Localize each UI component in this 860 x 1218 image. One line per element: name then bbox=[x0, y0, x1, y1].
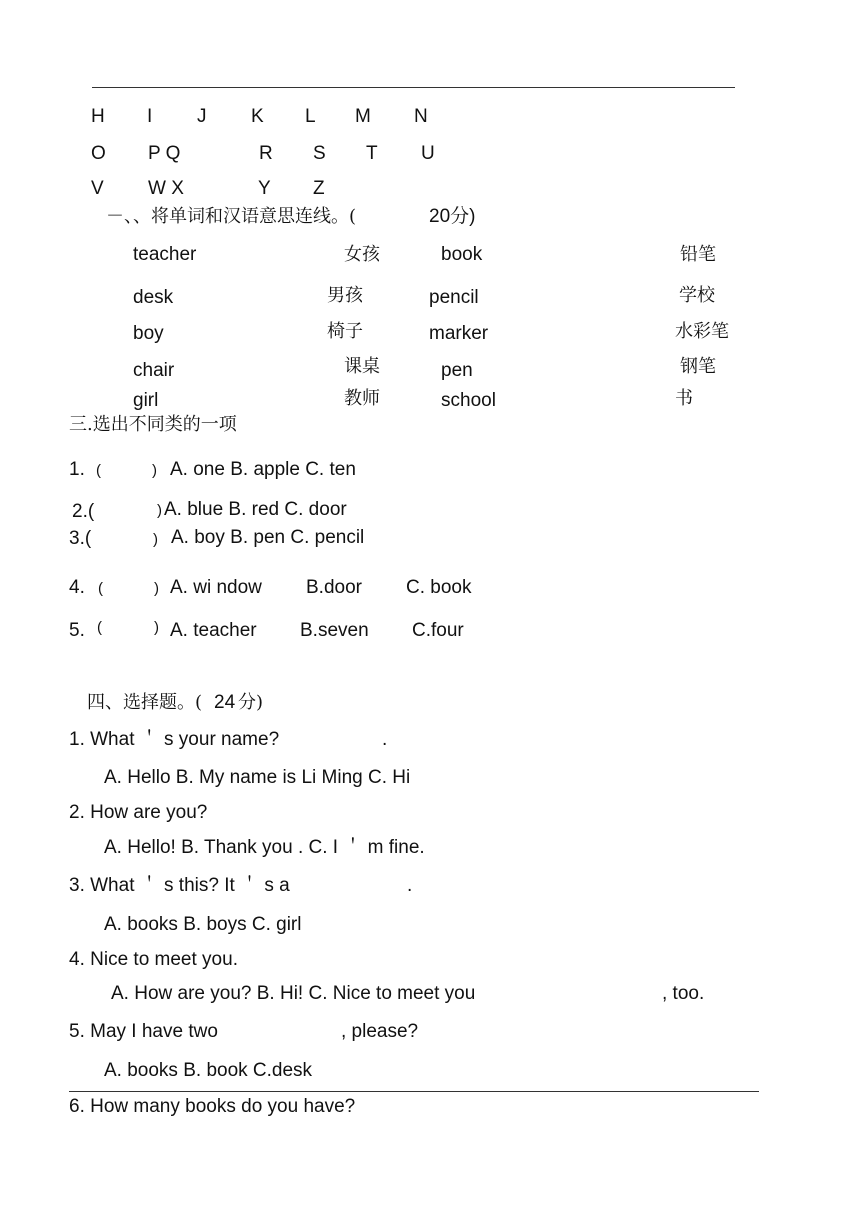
question-text: 5. May I have two bbox=[69, 1021, 218, 1042]
answer-end: , too. bbox=[662, 983, 705, 1004]
q3-number: 1. bbox=[69, 459, 85, 480]
q3-option-b: B.seven bbox=[300, 620, 369, 641]
match-meaning: 水彩笔 bbox=[675, 321, 729, 342]
match-word: school bbox=[441, 390, 496, 411]
match-meaning: 椅子 bbox=[327, 321, 363, 342]
answer-options: A. Hello! B. Thank you . C. I ＇ m fine. bbox=[104, 837, 425, 858]
letter: U bbox=[421, 143, 435, 164]
q3-paren-close: ) bbox=[154, 619, 159, 636]
section4-points: 24 bbox=[214, 692, 236, 713]
q3-option-c: C.four bbox=[412, 620, 464, 641]
question-text: 1. What ＇ s your name? bbox=[69, 729, 280, 750]
question-text: 4. Nice to meet you. bbox=[69, 949, 238, 970]
question-text: 3. What ＇ s this? It ＇ s a bbox=[69, 875, 290, 896]
letter: N bbox=[414, 106, 428, 127]
answer-options: A. Hello B. My name is Li Ming C. Hi bbox=[104, 767, 411, 788]
match-word: boy bbox=[133, 323, 164, 344]
q3-option-b: B.door bbox=[306, 577, 362, 598]
match-word: chair bbox=[133, 360, 175, 381]
page-break-rule bbox=[69, 1091, 759, 1092]
match-meaning: 女孩 bbox=[344, 244, 380, 265]
match-word: pencil bbox=[429, 287, 479, 308]
letter: L bbox=[305, 106, 316, 127]
match-meaning: 男孩 bbox=[327, 285, 363, 306]
section4-title-suffix: 分) bbox=[238, 692, 264, 713]
match-word: desk bbox=[133, 287, 174, 308]
question-text: 6. How many books do you have? bbox=[69, 1096, 356, 1117]
match-meaning: 钢笔 bbox=[680, 356, 716, 377]
q3-paren-close: ) bbox=[152, 462, 157, 479]
q3-options: A. boy B. pen C. pencil bbox=[171, 527, 365, 548]
letter: S bbox=[313, 143, 326, 164]
match-meaning: 教师 bbox=[344, 388, 380, 409]
match-word: book bbox=[441, 244, 483, 265]
letter: I bbox=[147, 106, 153, 127]
section2-points: 20分) bbox=[429, 206, 476, 227]
q3-number: 4. bbox=[69, 577, 85, 598]
letter: T bbox=[366, 143, 378, 164]
match-word: girl bbox=[133, 390, 159, 411]
letter: P Q bbox=[148, 143, 181, 164]
letter: R bbox=[259, 143, 273, 164]
section4-title: 四、选择题。( bbox=[87, 692, 203, 713]
question-text: 2. How are you? bbox=[69, 802, 208, 823]
q3-paren-open: ( bbox=[96, 462, 101, 479]
letter: J bbox=[197, 106, 207, 127]
section2-title: －、、将单词和汉语意思连线。( bbox=[106, 206, 357, 227]
letter: Z bbox=[313, 178, 325, 199]
answer-options: A. books B. boys C. girl bbox=[104, 914, 302, 935]
answer-options: A. How are you? B. Hi! C. Nice to meet you bbox=[111, 983, 476, 1004]
q3-paren-close: ) bbox=[157, 502, 162, 519]
match-word: marker bbox=[429, 323, 489, 344]
section3-title: 三.选出不同类的一项 bbox=[69, 414, 237, 435]
q3-paren-close: ) bbox=[153, 531, 158, 548]
match-meaning: 学校 bbox=[679, 285, 715, 306]
letter: V bbox=[91, 178, 104, 199]
q3-paren-open: ( bbox=[97, 619, 102, 636]
q3-paren-open: ( bbox=[98, 580, 103, 597]
question-end: , please? bbox=[341, 1021, 419, 1042]
letter: H bbox=[91, 106, 105, 127]
answer-options: A. books B. book C.desk bbox=[104, 1060, 313, 1081]
question-end: . bbox=[407, 875, 413, 896]
match-meaning: 书 bbox=[675, 388, 693, 409]
letter: W X bbox=[148, 178, 184, 199]
q3-option-c: C. book bbox=[406, 577, 472, 598]
q3-options: A. wi ndow bbox=[170, 577, 262, 598]
question-end: . bbox=[382, 729, 388, 750]
q3-options: A. blue B. red C. door bbox=[164, 499, 347, 520]
top-rule bbox=[92, 87, 735, 88]
q3-number: 2.( bbox=[72, 501, 95, 522]
match-meaning: 铅笔 bbox=[680, 244, 716, 265]
q3-number: 3.( bbox=[69, 528, 92, 549]
letter: M bbox=[355, 106, 371, 127]
letter: K bbox=[251, 106, 264, 127]
q3-options: A. one B. apple C. ten bbox=[170, 459, 356, 480]
match-word: pen bbox=[441, 360, 473, 381]
q3-number: 5. bbox=[69, 620, 85, 641]
q3-paren-close: ) bbox=[154, 580, 159, 597]
letter: Y bbox=[258, 178, 271, 199]
letter: O bbox=[91, 143, 106, 164]
match-meaning: 课桌 bbox=[344, 356, 380, 377]
q3-options: A. teacher bbox=[170, 620, 257, 641]
match-word: teacher bbox=[133, 244, 197, 265]
